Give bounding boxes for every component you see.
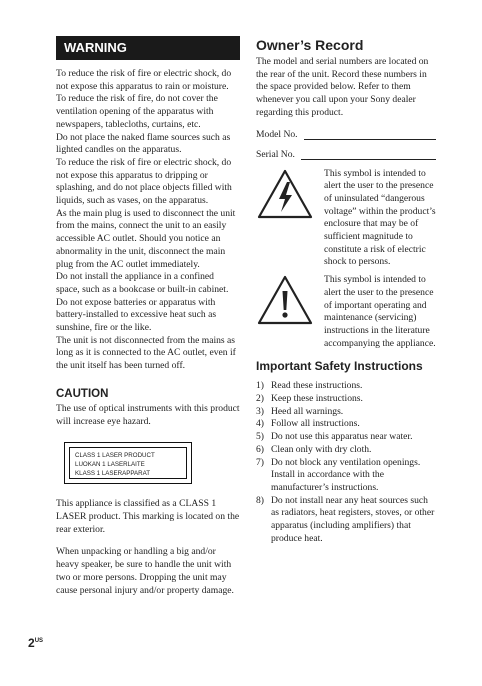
warning-paragraph: Do not expose batteries or apparatus with battery-installed to excessive heat such as sunshine, fire or the like.	[56, 296, 217, 334]
item-text: Heed all warnings.	[271, 405, 344, 417]
model-number-label: Model No.	[256, 128, 298, 140]
item-text: Do not install near any heat sources such as radiators, heat registers, stoves, or other apparatus (including amplifiers) that produce heat.	[271, 494, 435, 544]
symbol-row	[256, 274, 436, 350]
warning-paragraph: To reduce the risk of fire or electric shock, do not expose this apparatus to rain or moisture.	[56, 68, 232, 92]
laser-label-line: CLASS 1 LASER PRODUCT	[75, 452, 155, 460]
list-item	[256, 406, 436, 419]
caution-text: The use of optical instruments with this product will increase eye hazard.	[56, 402, 240, 427]
page-region-suffix: US	[34, 638, 44, 644]
left-column	[56, 36, 240, 597]
list-item	[256, 495, 436, 546]
laser-label-line: KLASS 1 LASERAPPARAT	[75, 470, 151, 478]
warning-paragraph: To reduce the risk of fire, do not cover the ventilation opening of the apparatus with newspapers, tablecloths, curtains, etc.	[56, 93, 218, 130]
item-text: Clean only with dry cloth.	[271, 443, 372, 455]
safety-instructions-heading: Important Safety Instructions	[256, 359, 423, 374]
laser-class-paragraph: This appliance is classified as a CLASS 1 LASER product. This marking is located on the rear exterior.	[56, 498, 240, 535]
serial-number-field	[256, 148, 436, 160]
warning-paragraph: The unit is not disconnected from the mains as long as it is connected to the AC outlet, even if the unit itself has been turned off.	[56, 334, 236, 372]
symbol-description: This symbol is intended to alert the user to the presence of uninsulated “dangerous voltage” within the product’s enclosure that may be of sufficient magnitude to constitute a risk of electric shock to persons.	[324, 167, 436, 268]
item-text: Follow all instructions.	[271, 418, 360, 430]
owner-record-heading: Owner’s Record	[256, 37, 364, 53]
item-number: 2)	[256, 393, 264, 405]
item-number: 7)	[256, 456, 264, 468]
symbol-row	[256, 168, 436, 270]
page-number-value: 2	[28, 636, 35, 650]
caution-heading: CAUTION	[56, 387, 109, 400]
item-text: Do not use this apparatus near water.	[271, 431, 413, 443]
lightning-bolt-triangle-icon	[256, 168, 314, 270]
model-number-blank	[304, 129, 436, 140]
laser-label-line: LUOKAN 1 LASERLAITE	[75, 461, 145, 469]
list-item	[256, 431, 436, 444]
right-column	[256, 36, 436, 546]
item-number: 6)	[256, 443, 264, 455]
warning-text	[56, 68, 240, 373]
page-number	[28, 636, 43, 650]
symbol-description: This symbol is intended to alert the user to the presence of important operating and maintenance (servicing) instructions in the literature accompanying the appliance.	[324, 274, 436, 349]
item-number: 1)	[256, 380, 264, 392]
safety-instructions-list	[256, 380, 436, 545]
serial-number-blank	[301, 149, 436, 160]
item-text: Read these instructions.	[271, 380, 363, 392]
speaker-handling-paragraph: When unpacking or handling a big and/or heavy speaker, be sure to handle the unit with two or more persons. Dropping the unit may cause personal injury and/or property damage.	[56, 546, 234, 596]
owner-record-text: The model and serial numbers are located on the rear of the unit. Record these numbers in the space provided below. Refer to them whenever you call upon your Sony dealer regarding this product.	[256, 56, 429, 118]
laser-product-label	[64, 442, 192, 484]
list-item	[256, 380, 436, 393]
list-item	[256, 457, 436, 495]
serial-number-label: Serial No.	[256, 148, 295, 160]
warning-paragraph: To reduce the risk of fire or electric shock, do not expose this apparatus to dripping or splashing, and do not place objects filled with liquids, such as vases, on the apparatus.	[56, 156, 232, 207]
item-number: 4)	[256, 418, 264, 430]
warning-heading: WARNING	[56, 36, 240, 60]
item-text: Do not block any ventilation openings. Install in accordance with the manufacturer’s instructions.	[271, 456, 421, 493]
list-item	[256, 393, 436, 406]
model-number-field	[256, 128, 436, 140]
item-text: Keep these instructions.	[271, 393, 363, 405]
warning-paragraph: Do not place the naked flame sources such as lighted candles on the apparatus.	[56, 131, 231, 156]
item-number: 5)	[256, 431, 264, 443]
list-item	[256, 444, 436, 457]
warning-paragraph: As the main plug is used to disconnect the unit from the mains, connect the unit to an easily accessible AC outlet. Should you notice an abnormality in the unit, disconnect the main plug from the AC outlet immediately.	[56, 207, 236, 270]
item-number: 8)	[256, 494, 264, 506]
warning-paragraph: Do not install the appliance in a confined space, such as a bookcase or built-in cabinet.	[56, 271, 229, 295]
item-number: 3)	[256, 405, 264, 417]
list-item	[256, 418, 436, 431]
exclamation-triangle-icon	[256, 274, 314, 350]
